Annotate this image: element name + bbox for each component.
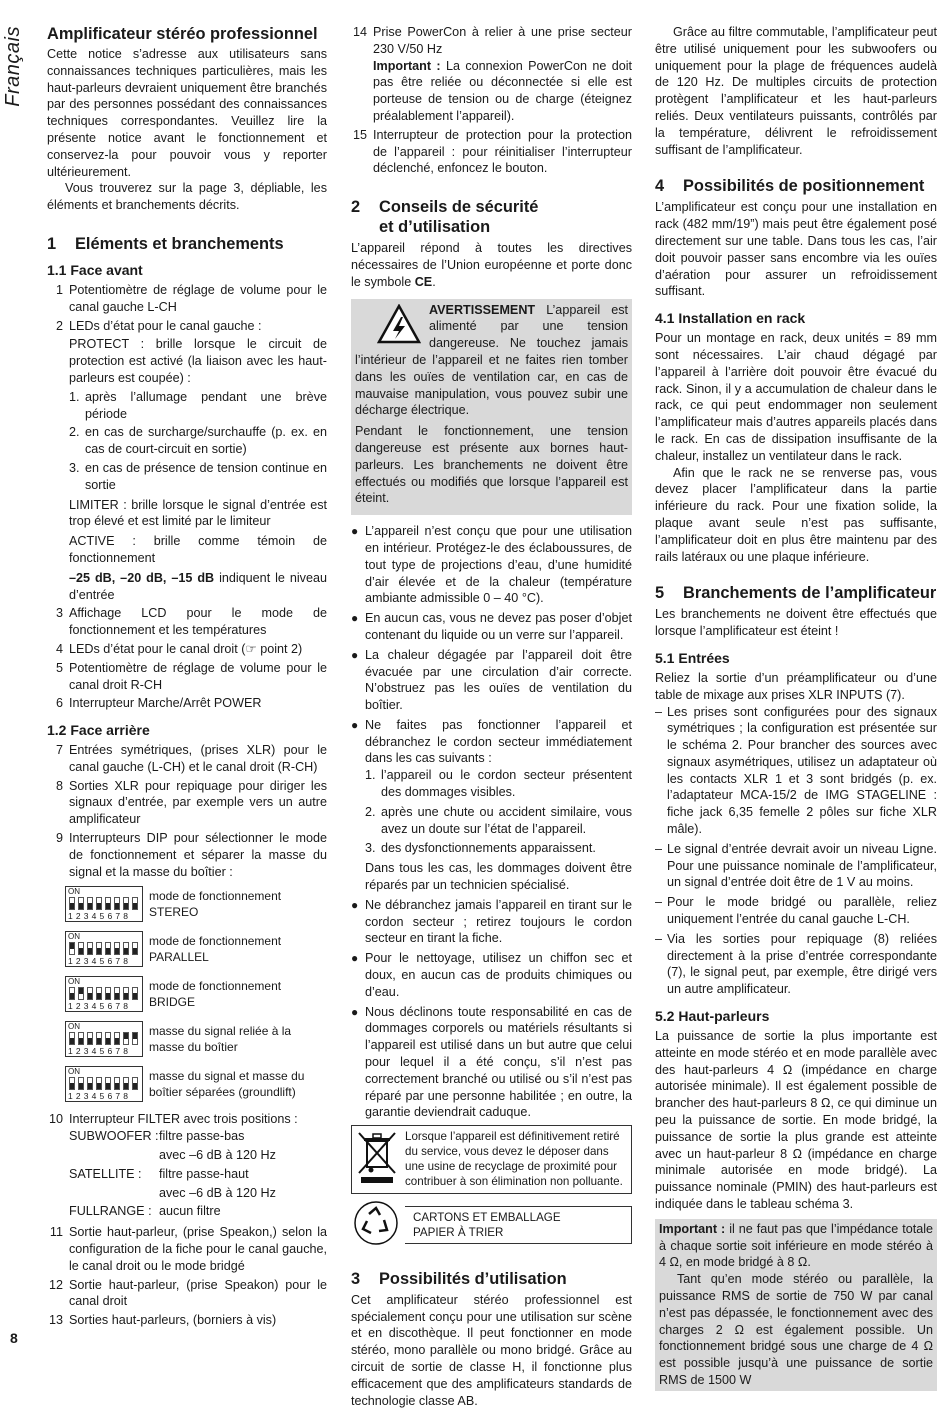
dip-switch xyxy=(69,1032,75,1045)
dip-switch xyxy=(87,987,93,1000)
dip-switch xyxy=(114,1077,120,1090)
dip-diagram: ON 1 2 3 4 5 6 7 8 mode de fonctionnement STEREO xyxy=(65,886,327,922)
recycling-line-2: PAPIER À TRIER xyxy=(413,1226,504,1240)
list-item: 13 Sorties haut-parleurs, (borniers à vis) xyxy=(48,1313,277,1328)
list-item: 11 Sortie haut-parleur, (prise Speakon,) selon la configuration de la fiche pour le canal gauche, le canal droit ou le mode bridgé xyxy=(49,1225,327,1273)
list-item: 2 LEDs d’état pour le canal gauche : xyxy=(55,318,262,333)
led-active-label: ACTIVE xyxy=(69,534,115,549)
dip-switch xyxy=(78,1077,84,1090)
section-4-heading: 4 Possibilités de positionnement xyxy=(655,177,925,196)
section-4-1-text: Pour un montage en rack, deux unités = 89 mm sont nécessaires. L’air chaud dégagé par l’appareil à l’arrière doit pouvoir être évacué du rack. Sinon, il y a accumulation de chaleur dans le rack, ce qui peut endommager non seulement l’amplificateur mais d’autres appareils placés dans le rack. En cas de dissipation insuffisante de la chaleur, installez un ventilateur dans le rack. xyxy=(655,331,937,463)
warning-label: AVERTISSEMENT xyxy=(429,302,536,317)
list-item: 8 Sorties XLR pour repiquage pour diriger les signaux d’entrée, par exemple vers un autre amplificateur xyxy=(55,778,327,827)
list-item: ● Ne débranchez jamais l’appareil en tirant sur le cordon secteur ; retirez toujours le cordon secteur en tirant la fiche. xyxy=(351,897,632,946)
dip-switch xyxy=(123,897,129,910)
dip-switch xyxy=(96,1077,102,1090)
list-item: 5 Potentiomètre de réglage de volume pour le canal droit R-CH xyxy=(55,660,327,692)
language-label: Français xyxy=(2,26,24,107)
list-item: 9 Interrupteurs DIP pour sélectionner le mode de fonctionnement et séparer la masse du signal et la masse du boîtier : xyxy=(55,831,327,879)
dip-switch xyxy=(132,942,138,955)
dip-switch xyxy=(114,1032,120,1045)
dip-switch xyxy=(105,1032,111,1045)
dip-diagram: ON 1 2 3 4 5 6 7 8 masse du signal reliée à la masse du boîtier xyxy=(65,1021,327,1057)
section-3-text: Cet amplificateur stéréo professionnel est spécialement conçu pour une utilisation sur scène et en discothèque. Il peut fonctionner en mode stéréo, mono parallèle ou mono bridgé. Grâce au circuit de sortie de classe H, il fonctionne plus efficacement que des amplificateurs standards de technologie classe AB. xyxy=(351,1292,632,1408)
dip-switch-icon: ON 1 2 3 4 5 6 7 8 xyxy=(65,886,143,922)
dip-switch xyxy=(123,942,129,955)
important-label: Important : xyxy=(659,1221,726,1236)
weee-text: Lorsque l’appareil est définitivement retiré du service, vous devez le déposer dans une usine de recyclage de proximité pour contribuer à son élimination non polluante. xyxy=(405,1130,623,1189)
dip-switch xyxy=(78,942,84,955)
dip-switch xyxy=(87,1032,93,1045)
important-label: Important : xyxy=(373,58,441,73)
safety-bullets xyxy=(351,523,632,1121)
section-5-1-heading: 5.1 Entrées xyxy=(655,649,730,666)
list-item: 12 Sortie haut-parleur, (prise Speakon) pour le canal droit xyxy=(48,1277,327,1309)
dip-diagram: ON 1 2 3 4 5 6 7 8 masse du signal et masse du boîtier séparées (groundlift) xyxy=(65,1066,327,1102)
dip-switch xyxy=(132,1077,138,1090)
list-item: 6 Interrupteur Marche/Arrêt POWER xyxy=(55,696,262,711)
section-1-heading: 1 Eléments et branchements xyxy=(47,234,284,253)
list-item: 10 Interrupteur FILTER avec trois positions : SUBWOOFER : filtre passe-bas avec –6 dB à 120 Hz SATELLITE : filtre passe-haut avec –6 dB à 120 Hz FULLRANGE : aucun filtre xyxy=(47,1111,327,1222)
recycling-icon xyxy=(351,1200,401,1246)
section-4-text: L’amplificateur est conçu pour une installation en rack (482 mm/19”) mais peut être également posé directement sur une table. Dans tous les cas, l’air doit pouvoir passer sans encombre via les ouïes d’aération pour assurer un refroidissement suffisant. xyxy=(655,200,937,299)
level-leds-label: –25 dB, –20 dB, –15 dB xyxy=(69,570,215,585)
dip-switch xyxy=(96,897,102,910)
section-1-1-heading: 1.1 Face avant xyxy=(47,261,143,278)
section-5-heading: 5 Branchements de l’amplificateur xyxy=(655,584,937,603)
section-1-2-heading: 1.2 Face arrière xyxy=(47,722,150,739)
dip-switch xyxy=(105,942,111,955)
section-3-heading: 3 Possibilités d’utilisation xyxy=(351,1269,567,1288)
dip-diagram: ON 1 2 3 4 5 6 7 8 mode de fonctionnement BRIDGE xyxy=(65,976,327,1012)
warning-box: AVERTISSEMENT L’appareil est alimenté par une tension dangereuse. Ne touchez jamais l’intérieur de l’appareil et ne faites rien tomber dans les ouïes de ventilation car, en cas de mauvaise manipulation, vous pouvez subir une décharge électrique. Pendant le fonctionnement, une tension dangereuse est présente aux bornes haut-parleurs. Les branchements ne doivent être effectués ou modifiés que lorsque l’appareil est éteint. xyxy=(351,299,632,516)
filter-table: SUBWOOFER : filtre passe-bas avec –6 dB à 120 Hz SATELLITE : filtre passe-haut avec –6 dB à 120 Hz FULLRANGE : aucun filtre xyxy=(69,1129,276,1219)
dip-switch xyxy=(105,987,111,1000)
inputs-list xyxy=(655,704,937,999)
section-5-2-heading: 5.2 Haut-parleurs xyxy=(655,1008,770,1025)
list-item: 15 Interrupteur de protection pour la protection de l’appareil : pour réinitialiser l’interrupteur déclenché, enfoncez le bouton. xyxy=(352,127,632,176)
ce-mark: CE xyxy=(414,274,433,289)
recycling-note xyxy=(351,1200,632,1251)
list-item: ● En aucun cas, vous ne devez pas poser d’objet contenant du liquide ou un verre sur l’appareil. xyxy=(351,611,632,642)
dip-switch xyxy=(69,897,75,910)
dip-switch xyxy=(114,987,120,1000)
dip-switch xyxy=(132,987,138,1000)
section-5-2-text: La puissance de sortie la plus importante est atteinte en mode stéréo et en mode parallèle avec des haut-parleurs 4 Ω (impédance en charge autorisée minimale). Il est également possible de brancher des haut-parleurs 8 Ω, ce qui diminue un peu la puissance de sortie. En mode bridgé, la puissance de sortie la plus grande est atteinte avec un haut-parleur 8 Ω (impédance en charge minimale autorisée en mode bridgé). La puissance nominale (PMIN) des haut-parleurs est indiquée dans le tableau schéma 3. xyxy=(655,1029,937,1212)
dip-switch xyxy=(78,1032,84,1045)
dip-switch xyxy=(87,897,93,910)
section-4-1-text-2: Afin que le rack ne se renverse pas, vous devez placer l’amplificateur dans la partie inférieure du rack. Pour une fixation solide, la plaque avant seule n’est pas suffisante, l’amplificateur doit en plus être maintenu par des rails latéraux ou une plaque inférieure. xyxy=(655,465,937,564)
dip-diagram: ON 1 2 3 4 5 6 7 8 mode de fonctionnement PARALLEL xyxy=(65,931,327,967)
dip-switch xyxy=(87,1077,93,1090)
led-protect-label: PROTECT xyxy=(69,337,129,352)
dip-switch xyxy=(123,1032,129,1045)
dip-switch xyxy=(69,942,75,955)
page-number: 8 xyxy=(10,1330,18,1346)
list-item: 4 LEDs d’état pour le canal droit (☞ point 2) xyxy=(55,641,303,656)
led-limiter-label: LIMITER xyxy=(69,497,119,512)
list-item: ● Ne faites pas fonctionner l’appareil et débranchez le cordon secteur immédiatement dans les cas suivants : 1. l’appareil ou le cordon secteur présentent des dommages visibles. 2. après une chute ou accident similaire, vous avez un doute sur l’état de l’appareil. 3. des dysfonctionnements apparaissent. Dans tous les cas, les dommages doivent être réparés par un technicien spécialisé. xyxy=(351,717,632,893)
dip-switch xyxy=(78,987,84,1000)
failure-cases: 1. l’appareil ou le cordon secteur présentent des dommages visibles. 2. après une chute ou accident similaire, vous avez un doute sur l’état de l’appareil. 3. des dysfonctionnements apparaissent. xyxy=(365,768,632,856)
dip-switch xyxy=(123,1077,129,1090)
section-3-continuation: Grâce au filtre commutable, l’amplificateur peut être utilisé uniquement pour les subwoofers ou uniquement pour la plage de fréquences audelà de 120 Hz. De multiples circuits de protection protègent l’amplificateur et les haut-parleurs reliés. Deux ventilateurs puissants, contrôlés par la température, délivrent le refroidissement suffisant de l’amplificateur. xyxy=(655,25,937,157)
dip-switch xyxy=(96,1032,102,1045)
high-voltage-warning-icon xyxy=(377,304,421,344)
section-2-heading: 2 Conseils de sécurité et d’utilisation xyxy=(351,198,539,237)
rear-panel-list xyxy=(47,742,327,880)
dip-switch-icon: ON 1 2 3 4 5 6 7 8 xyxy=(65,1066,143,1102)
dip-switch-icon: ON 1 2 3 4 5 6 7 8 xyxy=(65,1021,143,1057)
dip-switch xyxy=(96,987,102,1000)
list-item: ● L’appareil n’est conçu que pour une utilisation en intérieur. Protégez-le des éclaboussures, de tout type de projections d’eau, d’une humidité d’air élevée et de la chaleur (température ambiante admissible 0 – 40 °C). xyxy=(351,524,632,606)
dip-switch-icon: ON 1 2 3 4 5 6 7 8 xyxy=(65,931,143,967)
column-3 xyxy=(655,24,937,1391)
list-item: – Les prises sont configurées pour des signaux symétriques ; la configuration est présentée sur le schéma 2. Pour brancher des sources avec signaux asymétriques, utilisez un adaptateur où les contacts XLR 1 et 3 sont bridgés (p. ex. l’adaptateur MCA-15/2 de IMG STAGELINE : fiche jack 6,35 femelle 2 pôles sur fiche XLR mâle). xyxy=(655,704,937,837)
dip-switch xyxy=(69,987,75,1000)
list-item: ● Nous déclinons toute responsabilité en cas de dommages corporels ou matériels résultants si l’appareil est utilisé dans un but autre que celui pour lequel il a été conçu, s’il n’est pas correctement branché ou utilisé ou s’il n’est pas réparé par une personne habilitée ; en outre, la garantie deviendrait caduque. xyxy=(351,1004,632,1120)
section-4-1-heading: 4.1 Installation en rack xyxy=(655,310,806,327)
list-item: 7 Entrées symétriques, (prises XLR) pour le canal gauche (L-CH) et le canal droit (R-CH) xyxy=(55,743,327,774)
list-item: ● Pour le nettoyage, utilisez un chiffon sec et doux, en aucun cas de produits chimiques ou d’eau. xyxy=(351,951,632,999)
list-item: 14 Prise PowerCon à relier à une prise secteur 230 V/50 Hz Important : La connexion PowerCon ne doit pas être reliée ou déconnectée si elle est porteuse de tension ou de charge (éteignez préalablement l’appareil). xyxy=(352,25,632,123)
dip-switch xyxy=(105,1077,111,1090)
dip-switch xyxy=(114,942,120,955)
protect-cases: 1. après l’allumage pendant une brève période 2. en cas de surcharge/surchauffe (p. ex. en cas de court-circuit en sortie) 3. en cas de présence de tension continue en sortie xyxy=(69,389,327,492)
rear-panel-list-3 xyxy=(351,24,632,177)
important-note-box: Important : il ne faut pas que l’impédance totale à chaque sortie soit inférieure en mode stéréo à 4 Ω, en mode bridgé à 8 Ω. Tant qu’en mode stéréo ou parallèle, la puissance RMS de sortie de 750 W par canal n’est pas dépassée, le fonctionnement avec des charges 2 Ω est également possible. Un fonctionnement bridgé sous une charge de 4 Ω est possible jusqu’à une puissance de sortie RMS de 1500 W xyxy=(655,1219,937,1391)
dip-switch xyxy=(132,897,138,910)
crossed-bin-icon xyxy=(355,1129,399,1185)
dip-switch xyxy=(96,942,102,955)
dip-switch xyxy=(78,897,84,910)
dip-switch-diagrams xyxy=(47,886,327,1102)
section-5-1-text: Reliez la sortie d’un préamplificateur ou d’une table de mixage aux prises XLR INPUTS (7). xyxy=(655,670,937,702)
front-panel-list xyxy=(47,282,327,712)
column-1 xyxy=(47,24,327,1331)
page-title: Amplificateur stéréo professionnel xyxy=(47,25,318,43)
list-item: 3 Affichage LCD pour le mode de fonctionnement et les températures xyxy=(55,606,327,638)
column-2 xyxy=(351,24,632,1409)
dip-switch-icon: ON 1 2 3 4 5 6 7 8 xyxy=(65,976,143,1012)
dip-switch xyxy=(69,1077,75,1090)
list-item: ● La chaleur dégagée par l’appareil doit être évacuée par une circulation d’air correcte. N’obstruez pas les ouïes de ventilation du boîtier. xyxy=(351,647,632,713)
dip-switch xyxy=(105,897,111,910)
list-item: – Le signal d’entrée devrait avoir un niveau Ligne. Pour une puissance nominale de l’amplificateur, un signal d’entrée doit être de 1 V au moins. xyxy=(655,841,937,890)
weee-disposal-box xyxy=(351,1125,632,1194)
section-5-text: Les branchements ne doivent être effectués que lorsque l’amplificateur est éteint ! xyxy=(655,607,937,639)
section-2-intro: L’appareil répond à toutes les directives nécessaires de l’Union européenne et porte donc le symbole CE. xyxy=(351,241,632,289)
list-item: – Pour le mode bridgé ou parallèle, reliez uniquement l’entrée du canal gauche L-CH. xyxy=(655,895,937,927)
dip-switch xyxy=(87,942,93,955)
list-item-detail: PROTECT : brille lorsque le circuit de protection est activé (la liaison avec les haut-parleurs est coupée) : 1. après l’allumage pendant une brève période 2. en cas de surcharge/surchauffe (p. ex. en cas de court-circuit en sortie) 3. en cas de présence de tension continue en sortie LIMITER : brille lorsque le signal d’entrée est trop élevé et est limité par le limiteur ACTIVE : brille comme témoin de fonctionnement –25 dB, –20 dB, –15 dB indiquent le niveau d’entrée xyxy=(69,337,327,602)
intro-paragraph-2: Vous trouverez sur la page 3, dépliable, les éléments et branchements décrits. xyxy=(47,181,327,213)
list-item: 1 Potentiomètre de réglage de volume pour le canal gauche L-CH xyxy=(55,282,327,314)
intro-paragraph: Cette notice s’adresse aux utilisateurs sans connaissances techniques particulières, mais les haut-parleurs devraient uniquement être branchés par des personnes possédant des connaissances techniques correspondantes. Veuillez lire la présente notice avant le fonctionnement et conservez-la pour pouvoir vous y reporter ultérieurement. xyxy=(47,47,327,179)
dip-switch xyxy=(132,1032,138,1045)
dip-switch xyxy=(123,987,129,1000)
recycling-line-1: CARTONS ET EMBALLAGE xyxy=(413,1211,561,1225)
dip-switch xyxy=(114,897,120,910)
rear-panel-list-2 xyxy=(47,1111,327,1329)
list-item: – Via les sorties pour repiquage (8) reliées directement à la prise d’entrée correspondante (7), le signal peut, par exemple, être dirigé vers un autre amplificateur. xyxy=(655,931,937,997)
